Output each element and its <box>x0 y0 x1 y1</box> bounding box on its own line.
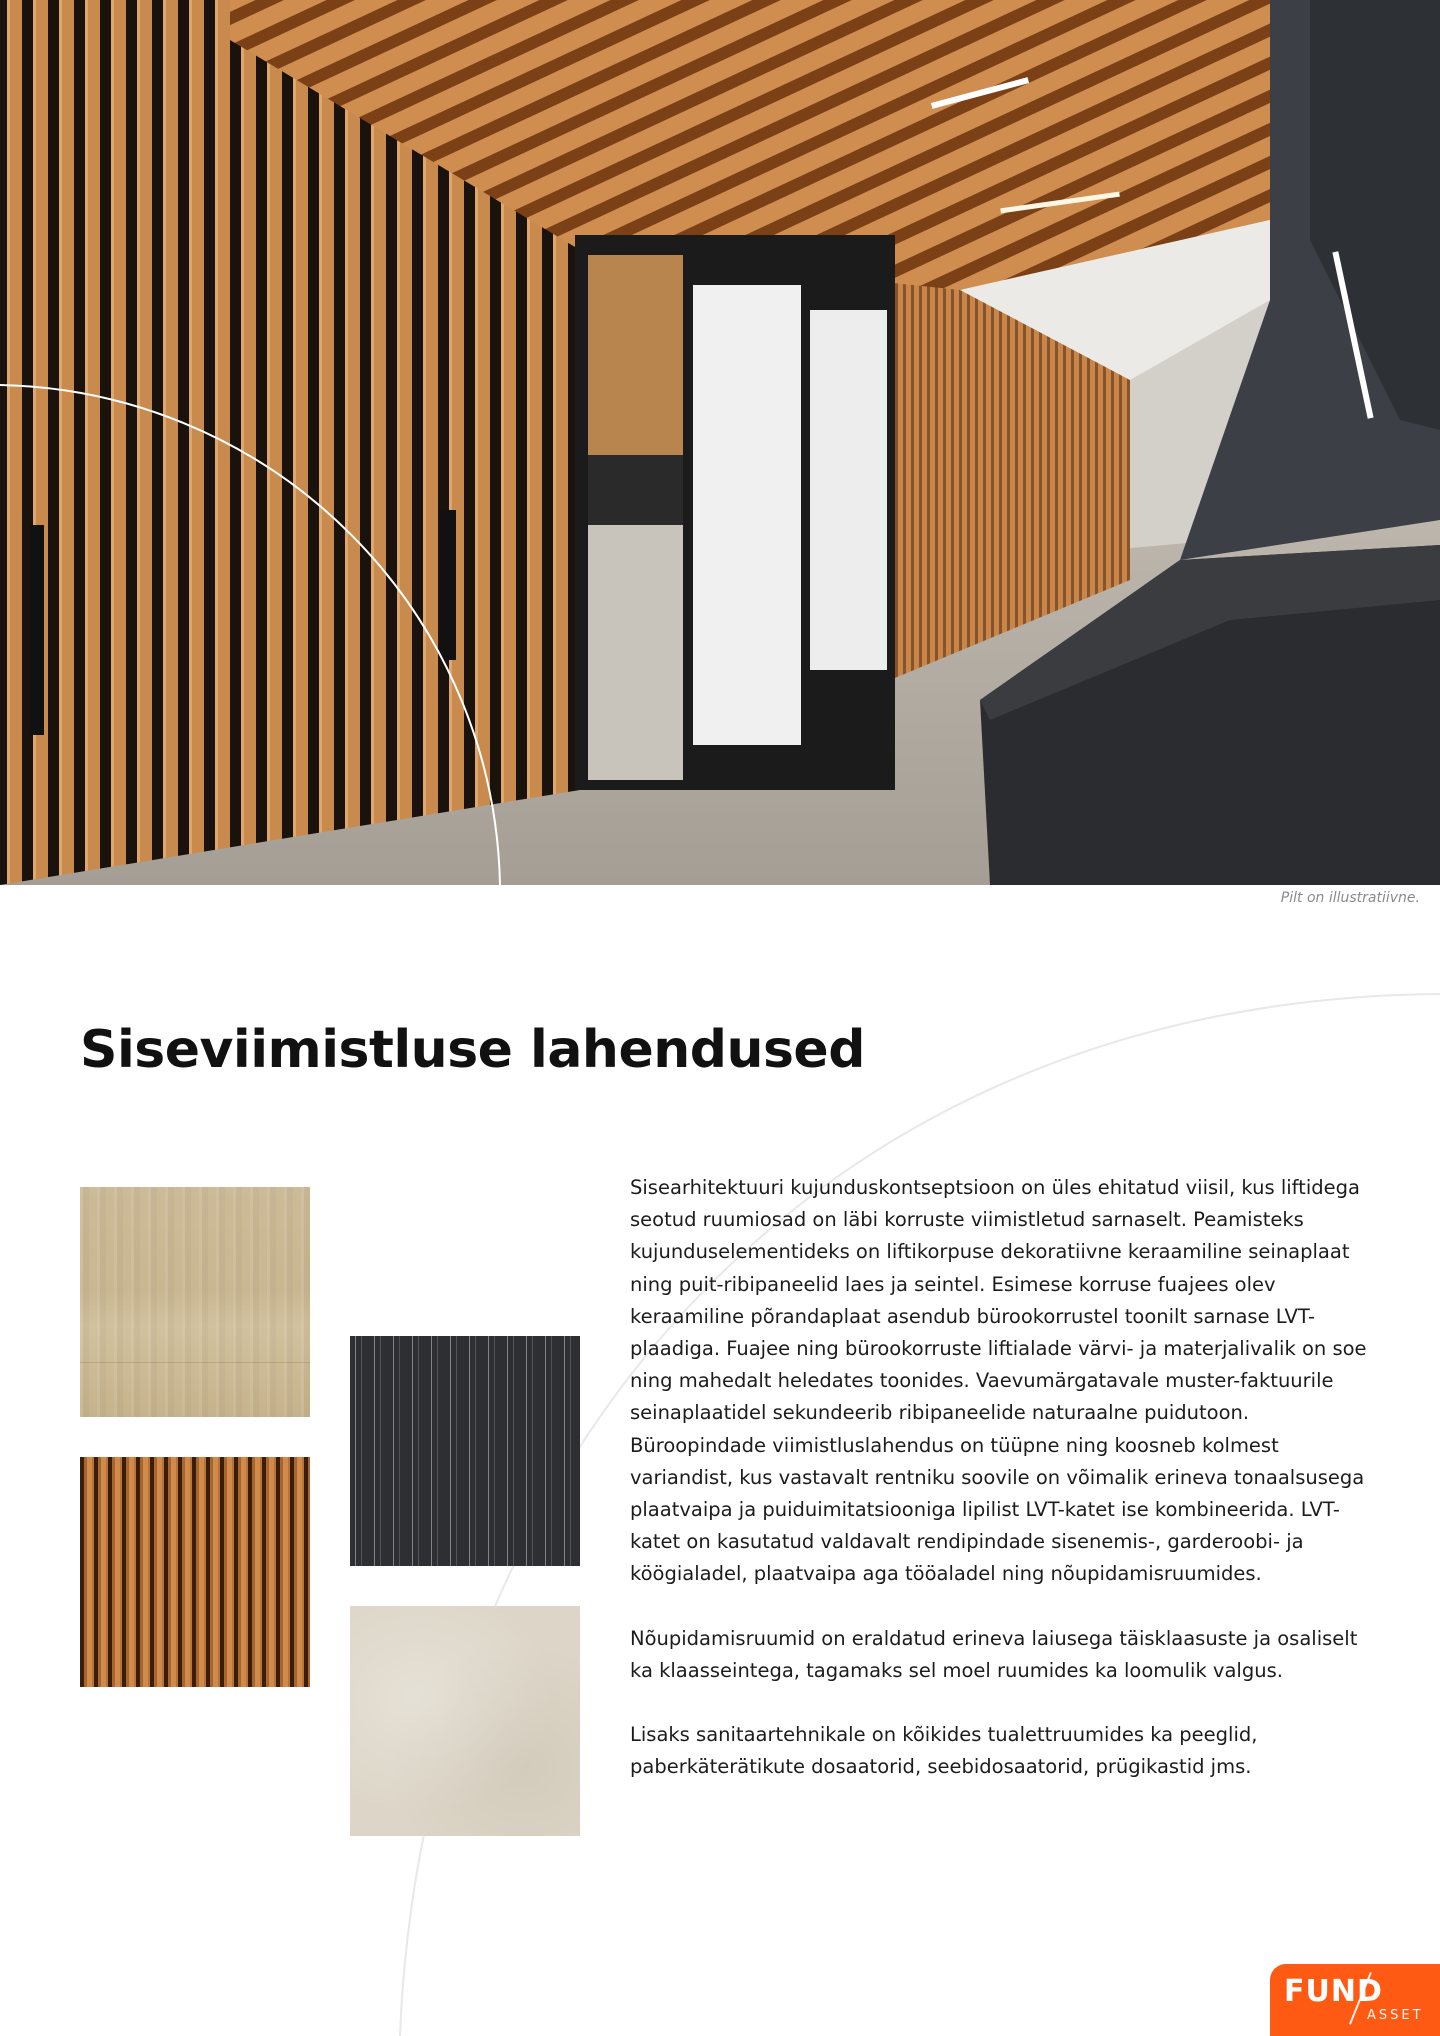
logo-main-text: FUND <box>1284 1974 1383 2009</box>
light-oak-flooring-swatch <box>80 1187 310 1417</box>
hero-photo <box>0 0 1440 885</box>
body-text <box>630 1172 1370 1815</box>
fund-asset-logo <box>1270 1964 1440 2036</box>
photo-caption: Pilt on illustratiivne. <box>1280 890 1420 906</box>
paragraph: Sisearhitektuuri kujunduskontseptsioon on üles ehitatud viisil, kus liftidega seotud ruumiosad on läbi korruste viimistletud sarnaselt. Peamisteks kujunduselementideks on liftikorpuse dekoratiivne keraamiline seinaplaat ning puit-ribipaneelid laes ja seintel. Esimese korruse fuajees olev keraamiline põrandaplaat asendub bürookorrustel toonilt sarnase LVT-plaadiga. Fuajee ning bürookorruste liftialade värvi- ja materjalivalik on soe ning mahedalt heledates toonides. Vaevumärgatavale muster-faktuurile seinaplaatidel sekundeerib ribipaneelide naturaalne puidutoon. Büroopindade viimistluslahendus on tüüpne ning koosneb kolmest variandist, kus vastavalt rentniku soovile on võimalik erineva tonaalsusega plaatvaipa ja puiduimitatsiooniga lipilist LVT-katet ise kombineerida. LVT-katet on kasutatud valdavalt rendipindade sisenemis-, garderoobi- ja köögialadel, plaatvaipa aga tööaladel ning nõupidamisruumides. <box>630 1176 1367 1586</box>
wooden-slat-panel-swatch <box>80 1457 310 1687</box>
page-title: Siseviimistluse lahendused <box>80 1020 865 1080</box>
paragraph: Lisaks sanitaartehnikale on kõikides tualettruumides ka peeglid, paberkäterätikute dosaatorid, seebidosaatorid, prügikastid jms. <box>630 1723 1258 1779</box>
corridor-illustration <box>0 0 1440 885</box>
logo-sub-text: ASSET <box>1367 2008 1424 2023</box>
light-stone-tile-swatch <box>350 1606 580 1836</box>
dark-striped-carpet-swatch <box>350 1336 580 1566</box>
paragraph: Nõupidamisruumid on eraldatud erineva laiusega täisklaasuste ja osaliselt ka klaasseintega, tagamaks sel moel ruumides ka loomulik valgus. <box>630 1626 1358 1682</box>
